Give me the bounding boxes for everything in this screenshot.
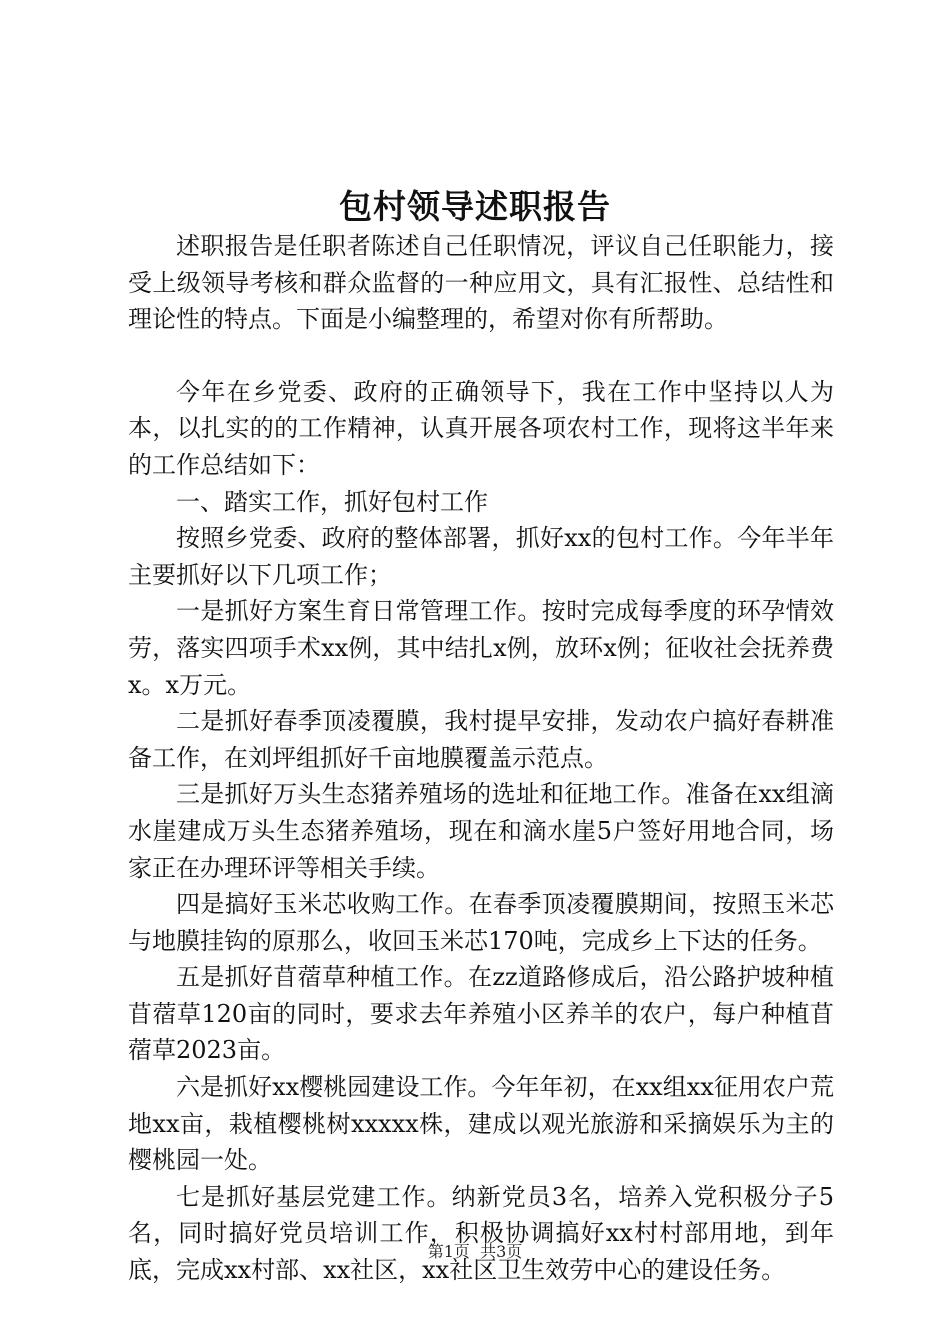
document-body: [128, 228, 834, 1289]
page-footer: [0, 1240, 950, 1264]
document-title: 包村领导述职报告: [339, 187, 611, 226]
body-paragraph: 五是抓好苜蓿草种植工作。在zz道路修成后，沿公路护坡种植苜蓿草120亩的同时，要求去年养殖小区养羊的农户，每户种植苜蓿草2023亩。: [128, 963, 834, 1065]
body-paragraph: 四是搞好玉米芯收购工作。在春季顶凌覆膜期间，按照玉米芯与地膜挂钩的原那么，收回玉米芯170吨，完成乡上下达的任务。: [128, 890, 834, 955]
intro-paragraph: 述职报告是任职者陈述自己任职情况，评议自己任职能力，接受上级领导考核和群众监督的一种应用文，具有汇报性、总结性和理论性的特点。下面是小编整理的，希望对你有所帮助。: [128, 232, 834, 334]
page-number: 第1页: [427, 1242, 470, 1261]
section-heading: 一、踏实工作，抓好包村工作: [176, 487, 488, 516]
body-paragraph: 按照乡党委、政府的整体部署，抓好xx的包村工作。今年半年主要抓好以下几项工作；: [128, 524, 834, 589]
page-total: 共3页: [480, 1242, 523, 1261]
body-paragraph: 二是抓好春季顶凌覆膜，我村提早安排，发动农户搞好春耕准备工作，在刘坪组抓好千亩地膜覆盖示范点。: [128, 707, 834, 772]
body-paragraph: 三是抓好万头生态猪养殖场的选址和征地工作。准备在xx组滴水崖建成万头生态猪养殖场，现在和滴水崖5户签好用地合同，场家正在办理环评等相关手续。: [128, 780, 834, 882]
body-paragraph: 一是抓好方案生育日常管理工作。按时完成每季度的环孕情效劳，落实四项手术xx例，其中结扎x例，放环x例；征收社会抚养费x。x万元。: [128, 597, 834, 699]
body-paragraph: 七是抓好基层党建工作。纳新党员3名，培养入党积极分子5名，同时搞好党员培训工作，积极协调搞好xx村村部用地，到年底，完成xx村部、xx社区，xx社区卫生效劳中心的建设任务。: [128, 1182, 834, 1285]
body-paragraph: 今年在乡党委、政府的正确领导下，我在工作中坚持以人为本，以扎实的的工作精神，认真开展各项农村工作，现将这半年来的工作总结如下：: [128, 377, 834, 479]
body-paragraph: 六是抓好xx樱桃园建设工作。今年年初，在xx组xx征用农户荒地xx亩，栽植樱桃树xxxxx株，建成以观光旅游和采摘娱乐为主的樱桃园一处。: [128, 1073, 834, 1175]
